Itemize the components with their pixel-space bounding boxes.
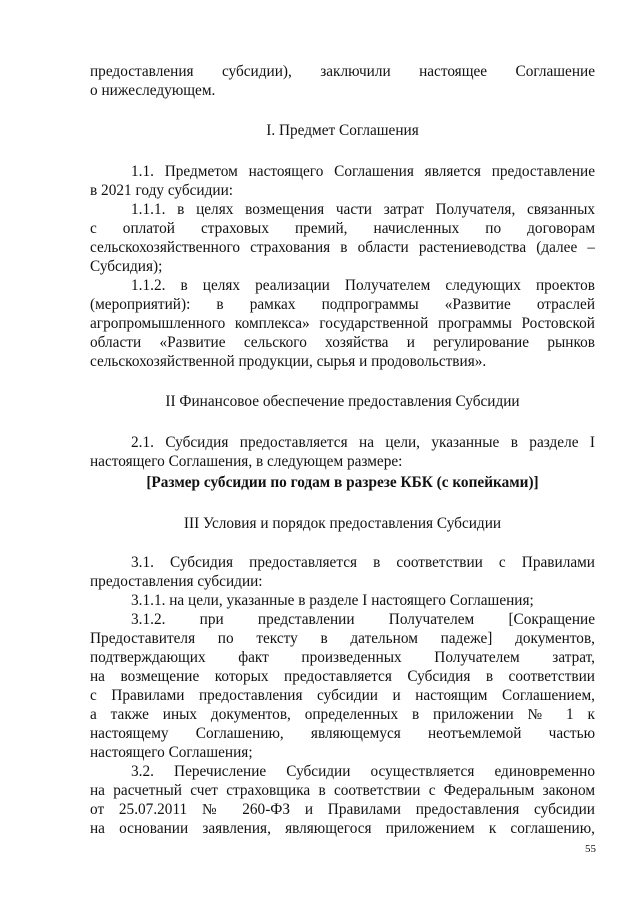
- text-line: сельскохозяйственной продукции, сырья и продовольствия».: [90, 353, 487, 370]
- text-line: предоставления субсидии:: [90, 573, 263, 590]
- text-line: области «Развитие сельского хозяйства и регулирование рынков: [90, 334, 595, 351]
- text-line: от 25.07.2011 № 260-ФЗ и Правилами предоставления субсидии: [90, 801, 595, 818]
- text-line: настоящего Соглашения;: [90, 744, 253, 761]
- text-line: 2.1. Субсидия предоставляется на цели, указанные в разделе I: [131, 434, 595, 451]
- text-line: с Правилами предоставления субсидии и настоящим Соглашением,: [90, 687, 595, 704]
- text-line: 1.1.1. в целях возмещения части затрат Получателя, связанных: [131, 201, 595, 218]
- page-number: 55: [585, 843, 596, 855]
- text-line: 1.1.2. в целях реализации Получателем следующих проектов: [131, 277, 595, 294]
- section-heading: III Условия и порядок предоставления Субсидии: [183, 515, 502, 532]
- text-line: на расчетный счет страховщика в соответствии с Федеральным законом: [90, 782, 595, 799]
- text-line: 3.2. Перечисление Субсидии осуществляется единовременно: [131, 763, 595, 780]
- text-line: настоящего Соглашения, в следующем размере:: [90, 453, 403, 470]
- placeholder-line: [Размер субсидии по годам в разрезе КБК (с копейками)]: [146, 474, 539, 491]
- section-heading: II Финансовое обеспечение предоставления Субсидии: [165, 393, 520, 410]
- text-line: 3.1.2. при представлении Получателем [Сокращение: [131, 611, 595, 628]
- text-line: Субсидия);: [90, 258, 163, 275]
- text-line: на основании заявления, являющегося приложением к соглашению,: [90, 820, 595, 837]
- text-line: (мероприятий): в рамках подпрограммы «Развитие отраслей: [90, 296, 595, 313]
- text-line: с оплатой страховых премий, начисленных по договорам: [90, 220, 595, 237]
- text-line: 1.1. Предметом настоящего Соглашения является предоставление: [131, 163, 595, 180]
- text-line: 3.1.1. на цели, указанные в разделе I настоящего Соглашения;: [131, 592, 534, 609]
- text-line: на возмещение которых предоставляется Субсидия в соответствии: [90, 668, 595, 685]
- text-line: сельскохозяйственного страхования в области растениеводства (далее –: [90, 239, 595, 256]
- text-line: подтверждающих факт произведенных Получателем затрат,: [90, 649, 595, 666]
- text-line: а также иных документов, определенных в приложении № 1 к: [90, 706, 595, 723]
- text-line: 3.1. Субсидия предоставляется в соответствии с Правилами: [131, 554, 595, 571]
- text-line: агропромышленного комплекса» государственной программы Ростовской: [90, 315, 595, 332]
- text-line: предоставления субсидии), заключили настоящее Соглашение: [90, 63, 595, 80]
- text-line: настоящему Соглашению, являющемуся неотъемлемой частью: [90, 725, 595, 742]
- text-line: о нижеследующем.: [90, 82, 216, 99]
- text-line: Предоставителя по тексту в дательном падеже] документов,: [90, 630, 595, 647]
- section-heading: I. Предмет Соглашения: [266, 122, 419, 139]
- text-line: в 2021 году субсидии:: [90, 182, 234, 199]
